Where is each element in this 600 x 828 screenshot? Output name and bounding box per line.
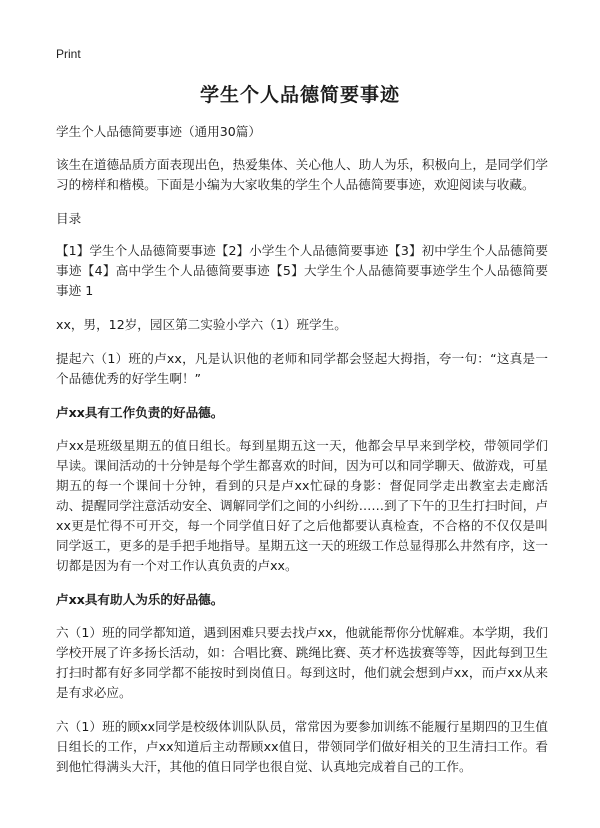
section-body-helpfulness-2: 六（1）班的顾xx同学是校级体训队队员，常常因为要参加训练不能履行星期四的卫生值日组长的工作，卢xx知道后主动帮顾xx值日，带领同学们做好相关的卫生清扫工作。看到他忙得满头大汗，其他的值日同学也很自觉、认真地完成着自己的工作。	[56, 719, 548, 774]
article-body	[56, 122, 548, 791]
section-body-helpfulness-1: 六（1）班的同学都知道，遇到困难只要去找卢xx，他就能帮你分忧解难。本学期，我们学校开展了许多扬长活动，如：合唱比赛、跳绳比赛、英才杯选拔赛等等，因此每到卫生打扫时都有好多同学都不能按时到岗值日。每到这时，他们就会想到卢xx，而卢xx从来是有求必应。	[56, 625, 548, 700]
article-subtitle: 学生个人品德简要事迹（通用30篇）	[56, 124, 261, 139]
section-body-responsibility: 卢xx是班级星期五的值日组长。每到星期五这一天，他都会早早来到学校，带领同学们早读。课间活动的十分钟是每个学生都喜欢的时间，因为可以和同学聊天、做游戏，可星期五的每一个课间十分钟，看到的只是卢xx忙碌的身影：督促同学走出教室去走廊活动、提醒同学注意活动安全、调解同学们之间的小纠纷……到了下午的卫生打扫时间，卢xx更是忙得不可开交，每一个同学值日好了之后他都要认真检查，不合格的不仅仅是叫同学返工，更多的是手把手地指导。星期五这一天的班级工作总显得那么井然有序，这一切都是因为有一个对工作认真负责的卢xx。	[56, 438, 548, 573]
section-heading-responsibility: 卢xx具有工作负责的好品德。	[56, 405, 224, 420]
student-profile: xx，男，12岁，园区第二实验小学六（1）班学生。	[56, 317, 347, 332]
intro-paragraph: 该生在道德品质方面表现出色，热爱集体、关心他人、助人为乐，积极向上，是同学们学习的榜样和楷模。下面是小编为大家收集的学生个人品德简要事迹，欢迎阅读与收藏。	[56, 157, 548, 192]
praise-paragraph: 提起六（1）班的卢xx，凡是认识他的老师和同学都会竖起大拇指，夸一句：“这真是一个品德优秀的好学生啊！”	[56, 351, 548, 386]
section-heading-helpfulness: 卢xx具有助人为乐的好品德。	[56, 592, 224, 607]
page-title: 学生个人品德简要事迹	[199, 84, 400, 106]
print-link[interactable]: Print	[56, 47, 81, 61]
toc-label: 目录	[56, 211, 82, 226]
toc-links[interactable]: 【1】学生个人品德简要事迹【2】小学生个人品德简要事迹【3】初中学生个人品德简要事迹【4】高中学生个人品德简要事迹【5】大学生个人品德简要事迹学生个人品德简要事迹 1	[56, 243, 548, 298]
